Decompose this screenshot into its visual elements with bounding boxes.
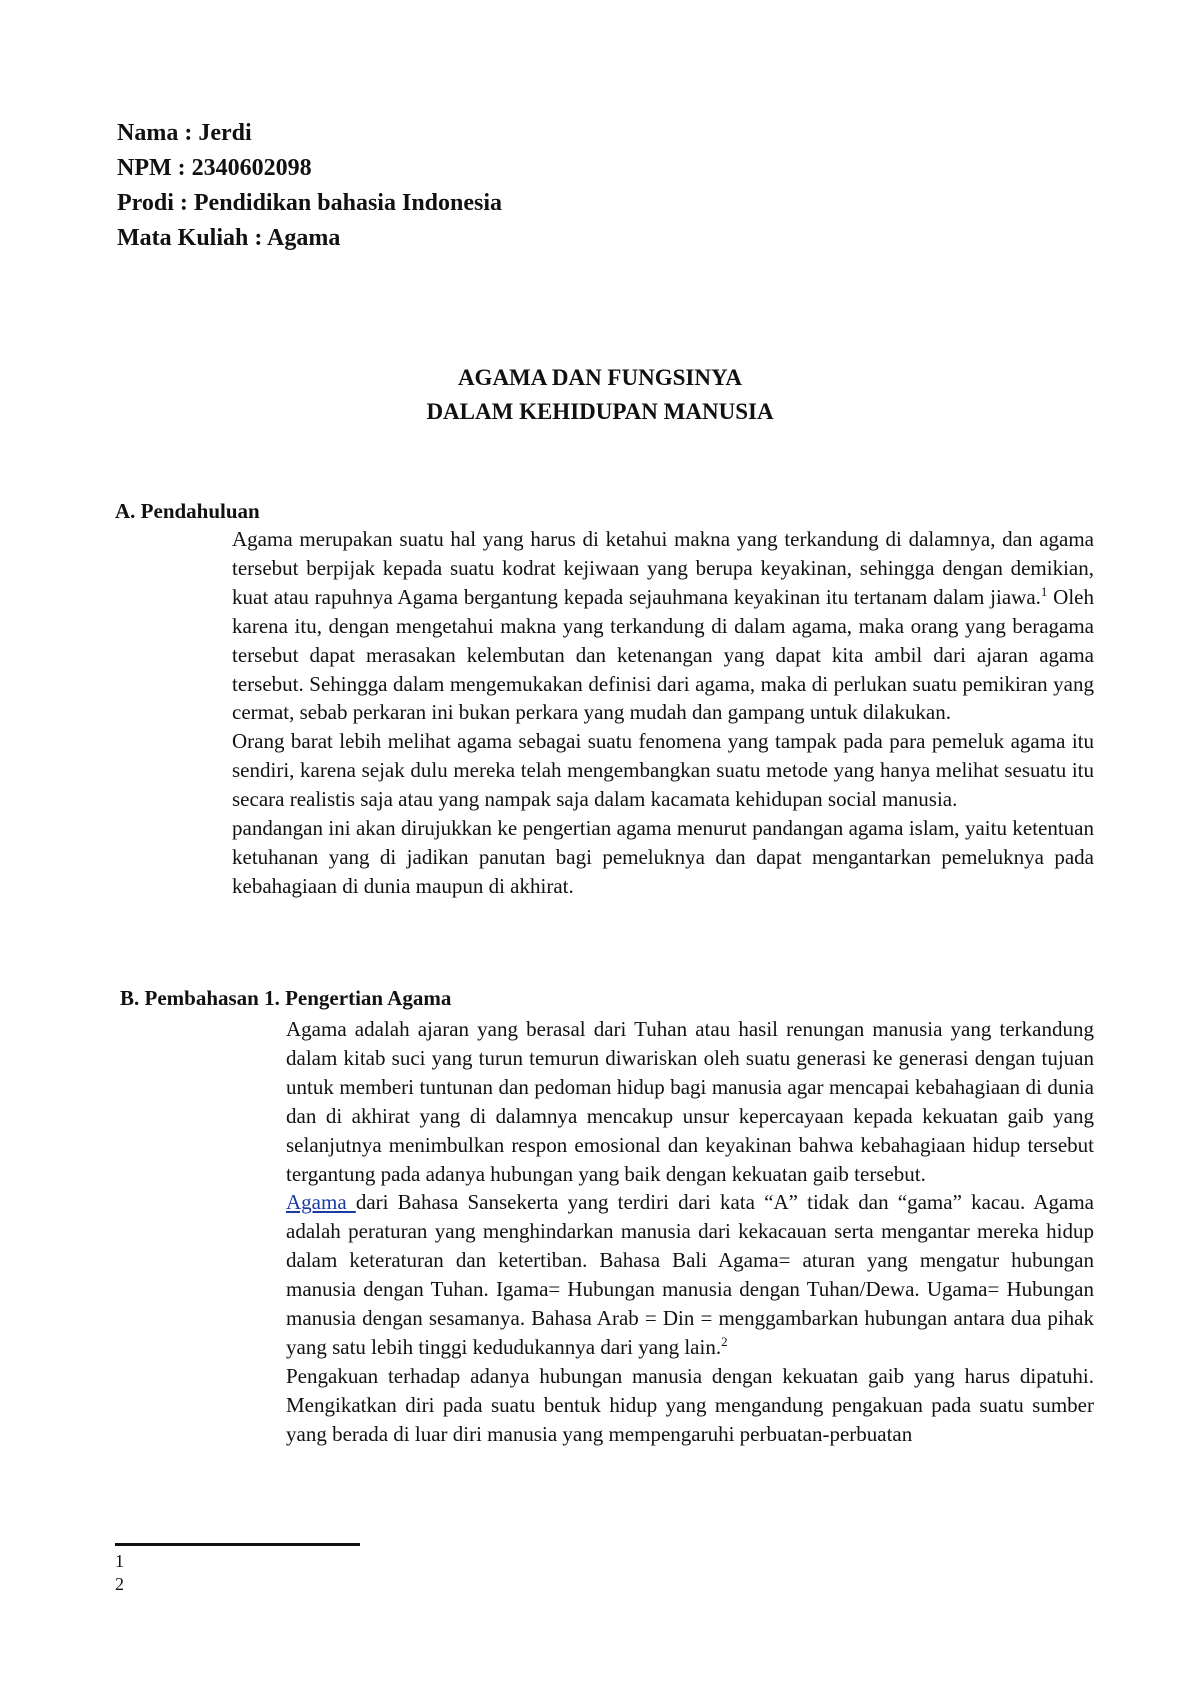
- student-npm: NPM : 2340602098: [117, 155, 312, 181]
- student-identity: [117, 116, 502, 256]
- section-a-p1-text: Agama merupakan suatu hal yang harus di ketahui makna yang terkandung di dalamnya, dan agama tersebut berpijak kepada suatu kodrat kejiwaan yang berupa keyakinan, sehingga dengan demikian, kuat atau rapuhnya Agama bergantung kepada sejauhmana keyakinan itu tertanam dalam jiawa.: [232, 527, 1094, 609]
- section-b-p2-text: dari Bahasa Sansekerta yang terdiri dari kata “A” tidak dan “gama” kacau. Agama adalah peraturan yang menghindarkan manusia dari kekacauan serta mengantar mereka hidup dalam keteraturan dan ketertiban. Bahasa Bali Agama= aturan yang mengatur hubungan manusia dengan Tuhan. Igama= Hubungan manusia dengan Tuhan/Dewa. Ugama= Hubungan manusia dengan sesamanya. Bahasa Arab = Din = menggambarkan hubungan antara dua pihak yang satu lebih tinggi kedudukannya dari yang lain.: [286, 1190, 1094, 1359]
- document-title-line-2: DALAM KEHIDUPAN MANUSIA: [426, 399, 774, 424]
- section-a-paragraph-1: [159, 525, 1094, 727]
- section-a-paragraph-3: pandangan ini akan dirujukkan ke pengertian agama menurut pandangan agama islam, yaitu ketentuan ketuhanan yang di jadikan panutan bagi pemeluknya dan dapat mengantarkan pemeluknya pada kebahagiaan di dunia maupun di akhirat.: [232, 816, 1094, 898]
- section-b-body: [202, 1015, 1094, 1449]
- section-a-heading: A. Pendahuluan: [115, 499, 260, 523]
- footnote-separator: [115, 1543, 360, 1546]
- section-a-p1-continued: Oleh karena itu, dengan mengetahui makna yang terkandung di dalam agama, maka orang yang beragama tersebut dapat merasakan kelembutan dan ketenangan yang dapat kita ambil dari ajaran agama tersebut. Sehingga dalam mengemukakan definisi dari agama, maka di perlukan suatu pemikiran yang cermat, sebab perkaran ini bukan perkara yang mudah dan gampang untuk dilakukan.: [232, 584, 1095, 725]
- footnote-1: 1: [115, 1551, 124, 1571]
- section-b-paragraph-1: Agama adalah ajaran yang berasal dari Tuhan atau hasil renungan manusia yang terkandung dalam kitab suci yang turun temurun diwariskan oleh suatu generasi ke generasi dengan tujuan untuk memberi tuntunan dan pedoman hidup bagi manusia agar mencapai kebahagiaan di dunia dan di akhirat yang di dalamnya mencakup unsur kepercayaan kepada kekuatan gaib yang selanjutnya menimbulkan respon emosional dan keyakinan bahwa kebahagiaan hidup tersebut tergantung pada adanya hubungan yang baik dengan kekuatan gaib tersebut.: [286, 1017, 1094, 1186]
- footnote-ref-2[interactable]: 2: [721, 1333, 728, 1349]
- document-title-line-1: AGAMA DAN FUNGSINYA: [457, 365, 743, 390]
- footnote-2: 2: [115, 1574, 124, 1594]
- section-b-paragraph-2: [202, 1188, 1094, 1361]
- section-a-paragraph-2: Orang barat lebih melihat agama sebagai suatu fenomena yang tampak pada para pemeluk agama itu sendiri, karena sejak dulu mereka telah mengembangkan suatu metode yang hanya melihat sesuatu itu secara realistis saja atau yang nampak saja dalam kacamata kehidupan social manusia.: [232, 729, 1094, 812]
- footnote-ref-1[interactable]: 1: [1040, 583, 1048, 599]
- study-program: Prodi : Pendidikan bahasia Indonesia: [117, 190, 503, 216]
- section-b-paragraph-3: Pengakuan terhadap adanya hubungan manusia dengan kekuatan gaib yang harus dipatuhi. Mengikatkan diri pada suatu bentuk hidup yang mengandung pengakuan pada suatu sumber yang berada di luar diri manusia yang mempengaruhi perbuatan-perbuatan: [286, 1363, 1094, 1446]
- course-name: Mata Kuliah : Agama: [117, 225, 341, 251]
- section-b-heading: B. Pembahasan 1. Pengertian Agama: [120, 986, 452, 1010]
- section-a-body: [159, 525, 1094, 901]
- agama-link[interactable]: Agama: [286, 1190, 356, 1215]
- student-name: Nama : Jerdi: [117, 120, 252, 146]
